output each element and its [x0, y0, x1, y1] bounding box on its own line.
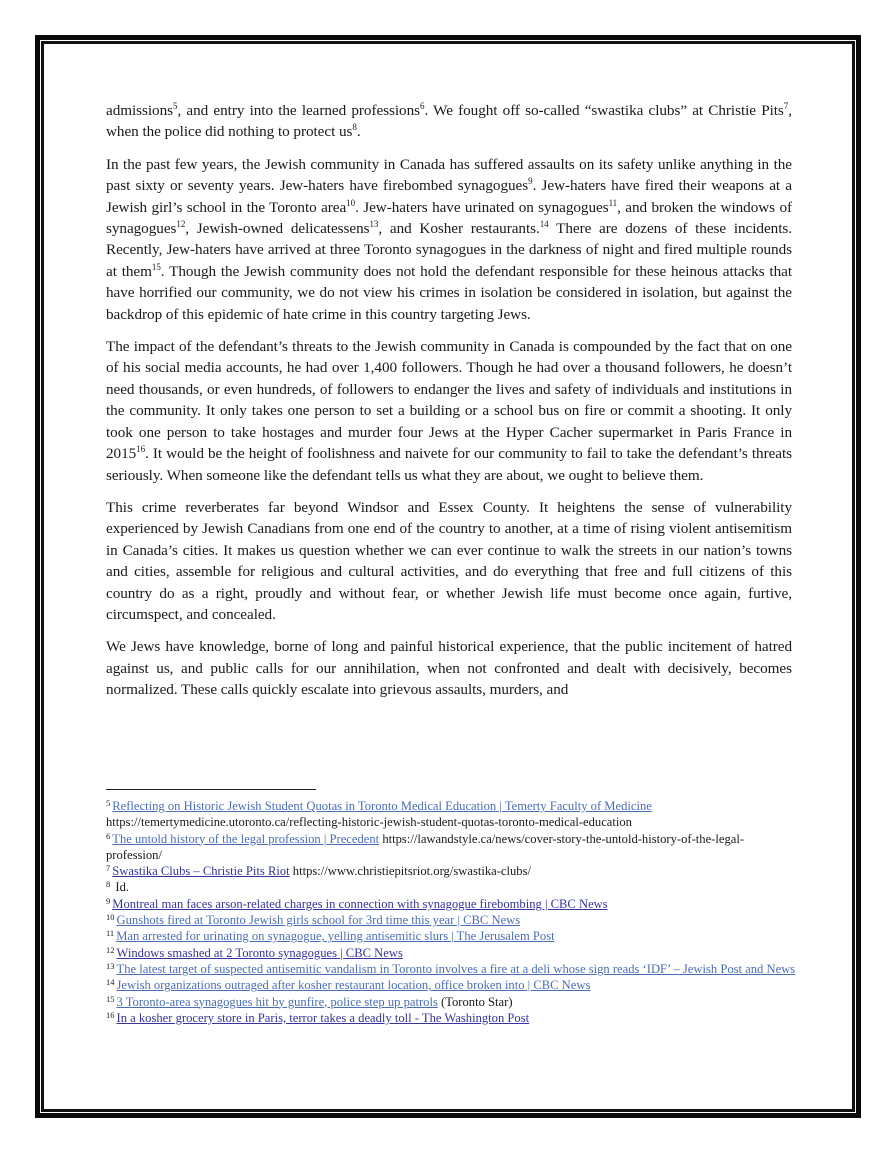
- footnote-item: [106, 879, 796, 895]
- footnote-number: 5: [106, 798, 111, 808]
- footnote-link[interactable]: The untold history of the legal profession | Precedent: [112, 831, 380, 846]
- footnote-number: 6: [106, 830, 111, 841]
- body-paragraph: [106, 154, 792, 325]
- paragraph-text: , and broken the windows of synagogues: [106, 198, 792, 238]
- footnote-link[interactable]: Windows smashed at 2 Toronto synagogues | CBC News: [116, 945, 403, 960]
- footnote-item: [106, 798, 796, 831]
- body-paragraph: [106, 100, 792, 143]
- paragraph-text: There are dozens of these incidents. Recently, Jew-haters have arrived at three Toronto synagogues in the darkness of night and fired multiple rounds at them: [106, 220, 792, 280]
- footnote-reference[interactable]: 7: [783, 101, 789, 111]
- footnote-link[interactable]: Jewish organizations outraged after kosher restaurant location, office broken into | CBC News: [116, 978, 591, 993]
- footnote-number: 13: [106, 960, 115, 971]
- footnote-reference[interactable]: 13: [369, 219, 379, 230]
- paragraph-text: , and entry into the learned professions: [177, 102, 420, 119]
- footnote-reference[interactable]: 16: [136, 444, 146, 455]
- footnote-text: https://temertymedicine.utoronto.ca/reflecting-historic-jewish-student-quotas-toronto-medical-education: [106, 815, 632, 830]
- paragraph-text: . Though the Jewish community does not hold the defendant responsible for these heinous attacks that have horrified our community, we do not view his crimes in isolation be considered in isolation, but against the backdrop of this epidemic of hate crime in this country targeting Jews.: [106, 262, 792, 323]
- footnote-link[interactable]: Man arrested for urinating on synagogue, yelling antisemitic slurs | The Jerusalem Post: [116, 929, 555, 944]
- paragraph-text: . We fought off so-called “swastika clubs” at Christie Pits: [424, 102, 784, 119]
- footnote-link[interactable]: 3 Toronto-area synagogues hit by gunfire, police step up patrols: [116, 994, 438, 1009]
- footnote-link[interactable]: Reflecting on Historic Jewish Student Quotas in Toronto Medical Education | Temerty Faculty of Medicine: [112, 799, 652, 813]
- footnote-number: 14: [106, 977, 115, 988]
- paragraph-text: . It would be the height of foolishness and naivete for our community to fail to take the defendant’s threats seriously. When someone like the defendant tells us what they are about, we ought to believe them.: [106, 445, 792, 484]
- paragraph-text: admissions: [106, 102, 174, 119]
- paragraph-text: We Jews have knowledge, borne of long and painful historical experience, that the public incitement of hatred against us, and public calls for our annihilation, when not confronted and dealt with decisively, becomes normalized. These calls quickly escalate into grievous assaults, murders, and: [106, 638, 792, 699]
- footnote-reference[interactable]: 15: [151, 261, 161, 272]
- footnote-item: [106, 945, 796, 961]
- footnote-item: [106, 961, 796, 977]
- paragraph-text: This crime reverberates far beyond Windsor and Essex County. It heightens the sense of vulnerability experienced by Jewish Canadians from one end of the country to another, at a time of rising violent antisemitism in Canada’s cities. It makes us question whether we can ever continue to walk the streets in our nation’s towns and cities, assemble for religious and cultural activities, and do everything that free and full citizens of this country do as a right, proudly and without fear, or whether Jewish life must become once again, furtive, circumspect, and concealed.: [106, 498, 792, 623]
- footnote-number: 9: [106, 895, 111, 906]
- body-paragraph: [106, 636, 792, 700]
- paragraph-text: , Jewish-owned delicatessens: [185, 220, 370, 238]
- footnote-number: 7: [106, 863, 111, 874]
- footnote-reference[interactable]: 8: [352, 122, 357, 133]
- footnote-item: [106, 863, 796, 879]
- footnote-number: 11: [106, 928, 115, 939]
- paragraph-text: . Jew-haters have fired their weapons at a Jewish girl’s school in the Toronto area: [106, 177, 792, 216]
- footnote-item: [106, 912, 796, 928]
- paragraph-text: , and Kosher restaurants.: [378, 220, 540, 238]
- footnote-link[interactable]: The latest target of suspected antisemitic vandalism in Toronto involves a fire at a deli whose sign reads ‘IDF’ – Jewish Post and News: [116, 961, 796, 976]
- footnote-item: [106, 928, 796, 944]
- footnote-reference[interactable]: 6: [420, 101, 425, 111]
- paragraph-text: The impact of the defendant’s threats to the Jewish community in Canada is compounded by the fact that on one of his social media accounts, he had over 1,400 followers. Though he had over a thousand followers, he doesn’t need thousands, or even hundreds, of followers to endanger the lives and safety of individuals and institutions in the community. It only takes one person to set a building or a school bus on fire or commit a shooting. It only took one person to take hostages and murder four Jews at the Hyper Cacher supermarket in Paris France in 2015: [106, 338, 792, 463]
- document-body: [106, 100, 792, 712]
- footnote-reference[interactable]: 11: [608, 197, 618, 208]
- footnote-text: Id.: [112, 880, 130, 895]
- footnote-number: 8: [106, 879, 111, 890]
- footnote-item: [106, 1010, 796, 1026]
- footnote-text: (Toronto Star): [437, 994, 513, 1009]
- footnote-number: 15: [106, 993, 115, 1004]
- footnote-link[interactable]: Swastika Clubs – Christie Pits Riot: [112, 864, 290, 879]
- footnote-number: 10: [106, 912, 115, 923]
- footnote-text: https://lawandstyle.ca/news/cover-story-the-untold-history-of-the-legal-profession/: [106, 831, 745, 862]
- footnote-reference[interactable]: 10: [346, 197, 356, 208]
- footnote-reference[interactable]: 12: [176, 219, 186, 230]
- footnote-link[interactable]: In a kosher grocery store in Paris, terror takes a deadly toll - The Washington Post: [116, 1010, 530, 1025]
- body-paragraph: [106, 336, 792, 486]
- footnote-separator: [106, 789, 316, 790]
- footnote-reference[interactable]: 9: [528, 176, 533, 187]
- footnote-link[interactable]: Gunshots fired at Toronto Jewish girls school for 3rd time this year | CBC News: [116, 913, 521, 928]
- body-paragraph: [106, 497, 792, 625]
- footnote-item: [106, 831, 796, 864]
- footnote-text: https://www.christiepitsriot.org/swastika-clubs/: [289, 864, 531, 879]
- footnotes: [106, 798, 796, 1026]
- paragraph-text: . Jew-haters have urinated on synagogues: [355, 198, 609, 216]
- footnote-item: [106, 896, 796, 912]
- paragraph-text: , when the police did nothing to protect us: [106, 102, 792, 141]
- footnote-reference[interactable]: 5: [173, 101, 178, 111]
- footnote-item: [106, 977, 796, 993]
- footnote-link[interactable]: Montreal man faces arson-related charges in connection with synagogue firebombing | CBC News: [112, 896, 608, 911]
- footnote-reference[interactable]: 14: [539, 219, 549, 230]
- footnote-item: [106, 994, 796, 1010]
- paragraph-text: .: [356, 123, 361, 141]
- paragraph-text: In the past few years, the Jewish community in Canada has suffered assaults on its safety unlike anything in the past sixty or seventy years. Jew-haters have firebombed synagogues: [106, 155, 792, 195]
- footnote-number: 16: [106, 1009, 115, 1020]
- footnote-number: 12: [106, 944, 115, 955]
